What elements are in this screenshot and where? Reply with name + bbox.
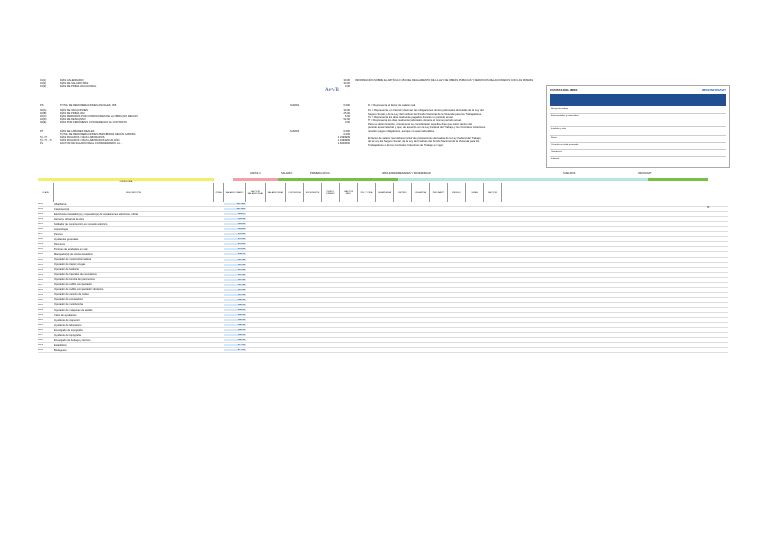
category-label: CATEGORÍA	[119, 181, 133, 183]
row-value: 1.1999999	[337, 136, 350, 140]
row-code: A-03	[38, 213, 43, 216]
row-description: Operador de camión de volteo	[54, 293, 89, 297]
band-label: IMSS ENFERMEDADES Y MATERNIDAD	[382, 172, 431, 175]
row-description: Operador de motobomba	[54, 303, 83, 307]
row-salary-amount: 300.56	[224, 309, 246, 311]
row-code: Tp / Ti	[40, 136, 48, 140]
row-code: A-23	[38, 314, 43, 317]
row-code: A-09	[38, 243, 43, 246]
row-salary-amount: 336.74	[224, 253, 246, 255]
row-salary-amount: 314.80	[224, 228, 246, 230]
row-code: A-29	[38, 344, 43, 347]
row-salary-amount: 307.48	[224, 264, 246, 266]
row-label: DÍAS PERDIDOS POR CONDICIONES DE LA OBRA (NO RECUP.)	[60, 114, 139, 118]
column-header[interactable]: SALARIO DIARIO	[224, 183, 246, 202]
row-label: TOTAL DE REMUNERACIONES PERCIBIDAS SEGÚN LABORA	[60, 133, 136, 137]
column-header[interactable]: CUOTA FIJA	[286, 183, 304, 202]
row-code: A-28	[38, 339, 43, 342]
header-mid-block	[40, 104, 360, 146]
row-salary-amount: 307.48	[224, 274, 246, 276]
row-code: A-01	[38, 203, 43, 206]
row-code: A-27	[38, 334, 43, 337]
column-header[interactable]: SALARIO REAL	[266, 183, 286, 202]
row-label: DÍAS DE LABORES REALES	[60, 130, 95, 134]
row-code: A-06	[38, 228, 43, 231]
row-description: Manejador(a) de retroexcavadora	[54, 252, 93, 256]
row-description: Soldador de construcción en remedio eléctrico	[54, 222, 108, 226]
row-code: A-22	[38, 309, 43, 311]
row-salary-amount: 300.56	[224, 304, 246, 306]
row-description: Operador de máquinas de asfalto	[54, 308, 93, 312]
row-salary-amount: 327.000	[224, 208, 246, 210]
column-header[interactable]: CESANTÍA	[412, 183, 430, 202]
row-label: DÍAS CALENDARIO	[60, 79, 84, 82]
row-salary-amount: 278.60	[224, 248, 246, 250]
row-code: 01(1)	[40, 79, 47, 82]
row-salary-amount: 300.56	[224, 324, 246, 326]
column-header[interactable]: DESCRIPCIÓN	[54, 183, 214, 202]
row-description: Herrería, oficial de la obra	[54, 217, 84, 221]
band-label: SUELDOS	[563, 172, 576, 175]
mini-panel-header-band	[550, 94, 726, 102]
column-header[interactable]: INV. Y VIDA	[358, 183, 376, 202]
row-code: A-05	[38, 223, 43, 226]
row-salary-amount: 300.56	[224, 314, 246, 316]
row-salary-amount: 300.56	[224, 299, 246, 301]
column-header[interactable]: RETIRO	[394, 183, 412, 202]
row-code: A-14	[38, 268, 43, 271]
column-header[interactable]: FACTOR	[484, 183, 502, 202]
column-header[interactable]: INFONAVIT	[430, 183, 448, 202]
column-header[interactable]: GASTOS MED.	[340, 183, 358, 202]
row-description: Ayudante de laboratorio	[54, 323, 82, 327]
row-salary-amount: 300.56	[224, 329, 246, 331]
row-value: 30.00	[343, 108, 350, 112]
row-code: A-20	[38, 298, 43, 301]
row-value: 0.000	[343, 133, 350, 137]
header-band-pink	[233, 178, 278, 181]
row-code: A-15	[38, 273, 43, 276]
row-code: 02(C)	[40, 114, 47, 118]
row-code: A-26	[38, 329, 43, 332]
row-salary-amount: 278.60	[224, 243, 246, 245]
row-code: A-24	[38, 319, 43, 322]
row-code: A-02	[38, 208, 43, 211]
row-sum-label: SUMAS	[290, 104, 300, 107]
note-line: resulten pagos obligatorios, aunque no sean laborables.	[368, 129, 435, 133]
row-description: Operador de trascabo de neumáticos	[54, 273, 97, 277]
row-label: DÍAS PAGADOS / DÍAS LABORADOS EN UN AÑO	[60, 139, 120, 143]
row-code: A-25	[38, 324, 43, 327]
band-label: INFONAVIT	[638, 172, 652, 175]
row-code: PS	[40, 104, 44, 107]
row-code: PT	[40, 130, 44, 134]
column-header[interactable]: FACTOR SALARIO REAL	[246, 183, 266, 202]
mini-panel-row: Infonavit	[551, 158, 560, 160]
note-line: de la Ley del Seguro Social, de la Ley del Instituto del Fondo Nacional de la Vivienda para los	[368, 140, 480, 144]
column-header[interactable]: RIESGO	[448, 183, 466, 202]
row-description: Ayudante de inspector	[54, 318, 80, 322]
row-salary-amount: 307.48	[224, 284, 246, 286]
row-code: Tp / Ti - Ti	[40, 139, 52, 143]
row-code: A-30	[38, 349, 43, 352]
notes-block	[368, 104, 528, 147]
row-value: 52.00	[343, 117, 350, 121]
band-label: SALARIO	[281, 172, 293, 175]
row-salary-amount: 278.60	[224, 233, 246, 235]
band-label: PRIMERA APLIC.	[310, 172, 331, 175]
row-value: 0.000	[343, 104, 350, 107]
header-band-green-2	[648, 178, 708, 181]
note-line: Tl = Representa los días realmente laborados durante el mismo periodo anual.	[368, 119, 462, 123]
row-label: DÍAS DE VACACIONES	[60, 108, 88, 112]
row-salary-amount: 307.48	[224, 294, 246, 296]
row-value: 1.1999999	[337, 139, 350, 143]
row-description: Estadístico	[54, 343, 67, 347]
row-label: DÍAS DE PRIMA VAC.	[60, 111, 86, 115]
row-description: Plomeros	[54, 242, 65, 246]
row-code: A-08	[38, 238, 43, 241]
note-line: Tp = Representa los días realmente pagados durante un periodo anual.	[368, 116, 454, 120]
column-header[interactable]: EXCEDENTE	[304, 183, 322, 202]
row-label: DÍAS DE SALARIO BÁS.	[60, 82, 89, 86]
row-salary-amount: 300.56	[224, 319, 246, 321]
header-days-block	[40, 79, 350, 88]
note-line: El factor de salario real deberá incluir las prestaciones derivadas de la Ley Federal del Trabajo,	[368, 137, 482, 141]
row-value: 30.00	[343, 82, 350, 86]
row-salary-amount: 307.48	[224, 269, 246, 271]
note-line: Para su determinación, únicamente se considerarán aquellos días que estén dentro del	[368, 122, 472, 126]
row-code: A-17	[38, 283, 43, 286]
mini-panel-brand: IMSS/INFONAVIT	[701, 88, 726, 92]
column-header[interactable]: PREST. DINERO	[322, 183, 340, 202]
row-code: A-16	[38, 278, 43, 281]
row-description: Albañilería	[54, 202, 67, 206]
row-code: Ps	[40, 142, 44, 146]
row-value: 1.6600000	[337, 142, 350, 146]
row-code: A-19	[38, 293, 43, 296]
row-description: Operador de excavadora	[54, 298, 83, 302]
row-code: A-11	[38, 253, 43, 256]
row-salary-amount: 277.00	[224, 349, 246, 351]
row-code: 02(A)	[40, 108, 47, 112]
row-value: 0.00	[344, 85, 350, 89]
row-salary-amount: 278.60	[224, 238, 246, 240]
mini-panel-title: CUOTAS DEL IMSS	[550, 88, 578, 92]
row-description: Pintores de acabados en vial	[54, 247, 88, 251]
row-label: TOTAL DE REMUNERACIONES ANUALES, 365	[60, 104, 117, 107]
mini-panel-row: Invalidez y vida	[551, 128, 566, 130]
row-description: Operador de tractor orugas	[54, 263, 86, 267]
mini-panel-row: Guarderías	[551, 151, 562, 153]
row-label: FACTOR DE SALARIO REAL CONSIDERANDO LA ...	[60, 142, 123, 146]
top-note: INFORMACIÓN SOBRE EL ARTÍCULO 154 DEL REGLAMENTO DE LA LEY DE OBRAS PÚBLICAS Y SERVICIOS RELACIONADOS CON LAS MISMAS	[355, 79, 534, 82]
row-label: DÍAS POR FENÓMENO CON DERECHO AL CONTRATO	[60, 120, 127, 124]
row-description: Operador de motoconformadora	[54, 258, 92, 262]
row-value: 0.000	[343, 130, 350, 134]
row-label: DÍAS DE DESCANSO	[60, 117, 86, 121]
row-code: A-21	[38, 303, 43, 306]
row-code: 02(D)	[40, 117, 47, 121]
row-description: Arqueología	[54, 227, 68, 231]
table-row[interactable]	[38, 348, 728, 353]
row-salary-amount: 307.48	[224, 289, 246, 291]
band-label: LIMITE 3	[250, 172, 261, 175]
row-salary-amount: 277.00	[224, 344, 246, 346]
row-description: Encargado de bodega y técnico	[54, 338, 91, 342]
row-salary-amount: 307.48	[224, 279, 246, 281]
row-salary-amount: 300.56	[224, 334, 246, 336]
row-description: Operador de buldócer	[54, 268, 80, 272]
mini-panel-row: Enfermedades y maternidad	[551, 115, 579, 117]
row-description: Electricista instalador(a) y reparador(a) de instalaciones eléctricas, oficial	[54, 212, 138, 216]
row-code: A-12	[38, 258, 43, 261]
row-description: Operador de rodillo compactador vibratorio	[54, 288, 104, 292]
row-code: 01(2)	[40, 82, 47, 86]
row-salary-amount: 311.40	[224, 218, 246, 220]
row-code: A-13	[38, 263, 43, 266]
logo: Ae∿Ɓ	[325, 88, 339, 93]
column-header[interactable]: ZONA	[214, 183, 224, 202]
row-description: Operador de bomba de pavimentos	[54, 278, 95, 282]
table-header	[38, 178, 728, 202]
row-salary-amount: 327.000	[224, 203, 246, 205]
table-body	[38, 202, 728, 353]
mini-panel-row: Cesantía en edad avanzada	[551, 144, 579, 146]
mini-panel-row: Riesgo de trabajo	[551, 108, 569, 110]
row-description: Carpintero(a)	[54, 207, 70, 211]
row-description: Encargado de topografía	[54, 328, 83, 332]
row-description: Operador de rodillo compactador	[54, 283, 92, 287]
mini-panel-subheader-band	[550, 102, 726, 106]
row-value: 30.00	[343, 79, 350, 82]
row-code: A-10	[38, 248, 43, 251]
column-header[interactable]: SUMA	[466, 183, 484, 202]
row-code: 02(E)	[40, 120, 47, 124]
column-header[interactable]: CLAVE	[38, 183, 54, 202]
header-band-green	[278, 178, 398, 181]
note-line: Trabajadores o de los Contratos Colectivos de Trabajo en vigor.	[368, 143, 444, 147]
row-salary-amount: 314.27	[224, 213, 246, 215]
row-code: 01(3)	[40, 85, 47, 89]
column-header[interactable]: GUARDERÍA	[376, 183, 394, 202]
row-description: Bodeguero	[54, 348, 67, 352]
row-label: DÍAS PAGADOS / DÍAS LABORADOS	[60, 136, 105, 140]
row-description: Cabo de ayudantes	[54, 313, 77, 317]
note-line: periodo anual referido y que, de acuerdo con la Ley Federal del Trabajo y los Contratos Colectivos,	[368, 126, 486, 130]
note-line: Fs = Representa, en fracción decimal, las obligaciones obrero-patronales derivadas de la Ley del	[368, 109, 484, 113]
imss-mini-panel	[546, 85, 730, 168]
row-description: Ayudantes generales	[54, 237, 79, 241]
row-code: 02(B)	[40, 111, 47, 115]
row-salary-amount: 307.48	[224, 259, 246, 261]
row-value: 25.00	[343, 111, 350, 115]
row-description: Ayudante de topografía	[54, 333, 81, 337]
row-value: 0.00	[344, 120, 350, 124]
row-code: A-04	[38, 218, 43, 221]
note-line: Fi = Representa el factor de salario real.	[368, 104, 416, 107]
row-code: A-07	[38, 233, 43, 236]
mini-panel-row: Retiro	[551, 137, 557, 139]
row-label: DÍAS DE PRIMA VACACIONAL	[60, 85, 97, 89]
note-line: Seguro Social y de la Ley del Instituto del Fondo Nacional de la Vivienda para los Trabajadores.	[368, 112, 482, 116]
row-sum-label: SUMAS	[290, 130, 300, 134]
row-salary-amount: 316.85	[224, 223, 246, 225]
row-description: Peones	[54, 232, 63, 236]
row-code: A-18	[38, 288, 43, 291]
row-salary-amount: 300.56	[224, 339, 246, 341]
header-band-teal	[398, 178, 648, 181]
side-scroll-indicator[interactable]: SI	[707, 206, 710, 209]
row-value: 5.00	[344, 114, 350, 118]
